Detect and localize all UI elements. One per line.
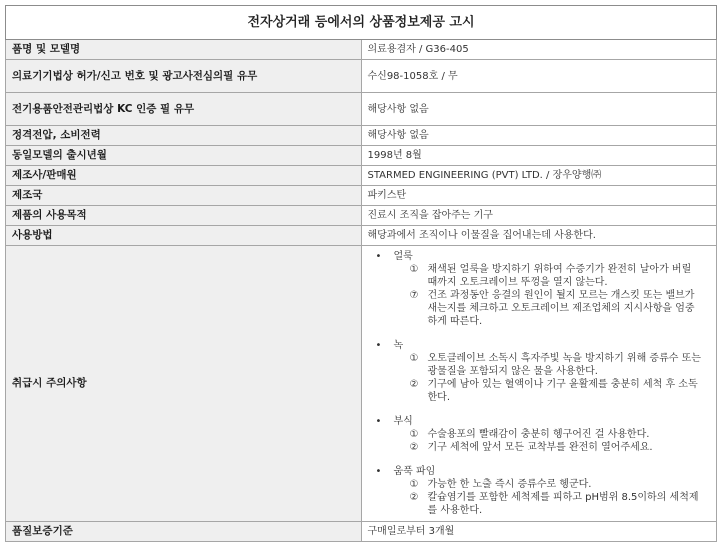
item-number: ① [409, 353, 419, 364]
table-row [6, 522, 717, 542]
table-row [6, 60, 717, 93]
list-item [370, 478, 711, 491]
table-row [6, 226, 717, 246]
row-value: 구매일로부터 3개월 [361, 522, 717, 542]
section-title: 움푹 파임 [393, 466, 436, 477]
table-row [6, 40, 717, 60]
list-item [370, 428, 711, 441]
row-value: STARMED ENGINEERING (PVT) LTD. / 장우양행㈜ [361, 166, 717, 186]
row-value: 의료용겸자 / G36-405 [361, 40, 717, 60]
row-value: 수신98-1058호 / 무 [361, 60, 717, 93]
row-label: 제조국 [6, 186, 362, 206]
table-row [6, 166, 717, 186]
item-number: ② [409, 379, 419, 390]
item-number: ① [409, 264, 419, 275]
caution-section [370, 250, 711, 328]
bullet-marker: • [375, 416, 382, 427]
row-label: 제품의 사용목적 [6, 206, 362, 226]
page-title: 전자상거래 등에서의 상품정보제공 고시 [6, 6, 717, 40]
list-item [370, 441, 711, 454]
table-row [6, 93, 717, 126]
table-row-caution [6, 246, 717, 522]
row-value: 파키스탄 [361, 186, 717, 206]
item-number: ① [409, 429, 419, 440]
item-text: 수술용포의 빨래감이 충분히 헹구어진 걸 사용한다. [427, 429, 650, 440]
product-info-table [5, 5, 717, 542]
list-item [370, 352, 711, 378]
item-text: 칼슘염기를 포함한 세척제를 피하고 pH범위 8.5이하의 세척제를 사용한다. [427, 492, 699, 516]
row-label: 의료기기법상 허가/신고 번호 및 광고사전심의필 유무 [6, 60, 362, 93]
row-label: 품명 및 모델명 [6, 40, 362, 60]
table-row [6, 206, 717, 226]
row-value: 1998년 8월 [361, 146, 717, 166]
list-item [370, 491, 711, 517]
row-value: 해당사항 없음 [361, 93, 717, 126]
caution-section [370, 339, 711, 404]
item-text: 기구에 남아 있는 혈액이나 기구 윤활제를 충분히 세척 후 소독한다. [427, 379, 698, 403]
table-row [6, 186, 717, 206]
item-text: 채색된 얼룩을 방지하기 위하여 수증기가 완전히 날아가 버릴 때까지 오토크레이브 뚜껑을 열지 않는다. [427, 264, 692, 288]
row-label: 정격전압, 소비전력 [6, 126, 362, 146]
row-value: 해당과에서 조직이나 이물질을 집어내는데 사용한다. [361, 226, 717, 246]
row-value: 진료시 조직을 잡아주는 기구 [361, 206, 717, 226]
section-title: 부식 [393, 416, 413, 427]
caution-content [361, 246, 717, 522]
table-row [6, 146, 717, 166]
row-label: 사용방법 [6, 226, 362, 246]
section-title: 얼룩 [393, 251, 413, 262]
caution-section [370, 465, 711, 517]
item-text: 건조 과정동안 응결의 원인이 될지 모르는 개스킷 또는 밸브가 새는지를 체크하고 오토크레이브 제조업체의 지시사항을 엄중하게 따른다. [427, 290, 695, 327]
bullet-marker: • [375, 251, 382, 262]
caution-section [370, 415, 711, 454]
item-text: 가능한 한 노출 즉시 증류수로 헹군다. [427, 479, 592, 490]
item-number: ② [409, 442, 419, 453]
row-label: 제조사/판매원 [6, 166, 362, 186]
product-info-sheet [5, 5, 717, 542]
section-title: 녹 [393, 340, 404, 351]
item-text: 오토클레이브 소독시 흑자주빛 녹을 방지하기 위해 증류수 또는 광물질을 포함되지 않은 물을 사용한다. [427, 353, 701, 377]
bullet-marker: • [375, 466, 382, 477]
row-value: 해당사항 없음 [361, 126, 717, 146]
row-label: 전기용품안전관리법상 KC 인증 필 유무 [6, 93, 362, 126]
item-number: ② [409, 492, 419, 503]
row-label: 품질보증기준 [6, 522, 362, 542]
caution-label: 취급시 주의사항 [6, 246, 362, 522]
bullet-marker: • [375, 340, 382, 351]
item-number: ① [409, 479, 419, 490]
table-row [6, 126, 717, 146]
row-label: 동일모델의 출시년월 [6, 146, 362, 166]
item-number: ⑦ [409, 290, 419, 301]
item-text: 기구 세척에 앞서 모든 교착부를 완전히 열어주세요. [427, 442, 653, 453]
list-item [370, 263, 711, 289]
list-item [370, 289, 711, 328]
list-item [370, 378, 711, 404]
